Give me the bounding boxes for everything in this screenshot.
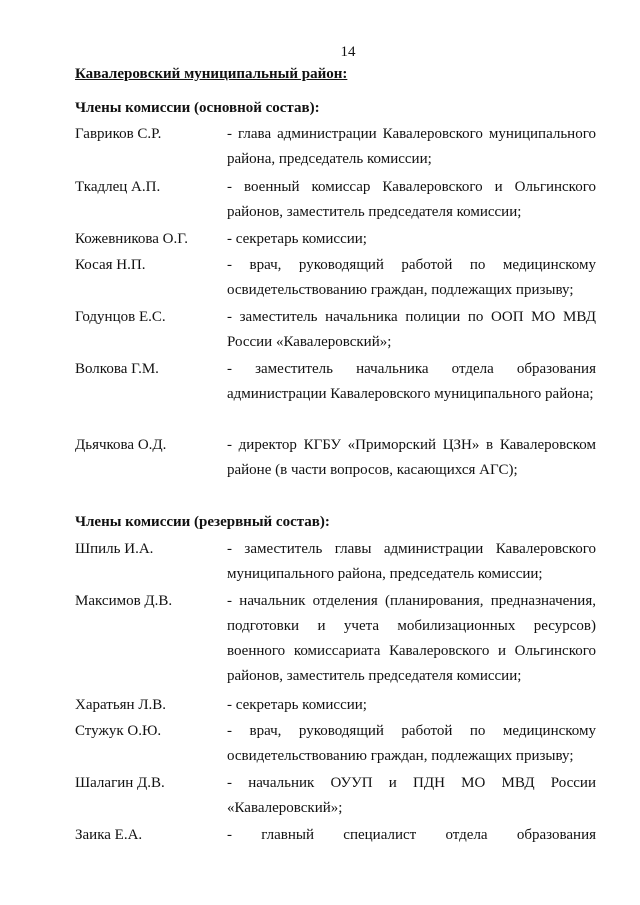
member-name: Ткадлец А.П. <box>75 179 161 195</box>
member-role: - военный комиссар Кавалеровского и Ольгинского районов, заместитель председателя комиссии; <box>227 179 596 220</box>
member-name: Заика Е.А. <box>75 827 143 843</box>
member-role: - начальник ОУУП и ПДН МО МВД России «Кавалеровский»; <box>227 775 596 816</box>
member-role: - заместитель начальника полиции по ООП МО МВД России «Кавалеровский»; <box>227 309 596 350</box>
member-role: - секретарь комиссии; <box>227 231 367 247</box>
member-name: Стужук О.Ю. <box>75 723 162 739</box>
member-role: - начальник отделения (планирования, предназначения, подготовки и учета мобилизационных ресурсов) военного комиссариата Кавалеровского и Ольгинского районов, заместитель председателя комиссии; <box>227 593 596 684</box>
member-role: - директор КГБУ «Приморский ЦЗН» в Кавалеровском районе (в части вопросов, касающихся АГС); <box>227 437 596 478</box>
member-role: - глава администрации Кавалеровского муниципального района, председатель комиссии; <box>227 126 596 167</box>
main-section-heading: Члены комиссии (основной состав): <box>75 100 320 116</box>
member-role: - секретарь комиссии; <box>227 697 367 713</box>
district-heading: Кавалеровский муниципальный район: <box>75 66 348 82</box>
member-name: Годунцов Е.С. <box>75 309 166 325</box>
member-name: Дьячкова О.Д. <box>75 437 167 453</box>
member-name: Харатьян Л.В. <box>75 697 167 713</box>
member-name: Шпиль И.А. <box>75 541 154 557</box>
member-role: - заместитель главы администрации Кавалеровского муниципального района, председатель комиссии; <box>227 541 596 582</box>
member-name: Шалагин Д.В. <box>75 775 165 791</box>
member-role: - главный специалист отдела образования <box>227 827 596 843</box>
member-role: - врач, руководящий работой по медицинскому освидетельствованию граждан, подлежащих призыву; <box>227 723 596 764</box>
page-number: 14 <box>340 44 356 60</box>
member-name: Косая Н.П. <box>75 257 146 273</box>
reserve-section-heading: Члены комиссии (резервный состав): <box>75 514 330 530</box>
member-role: - врач, руководящий работой по медицинскому освидетельствованию граждан, подлежащих призыву; <box>227 257 596 298</box>
member-role: - заместитель начальника отдела образования администрации Кавалеровского муниципального района; <box>227 361 596 402</box>
member-name: Гавриков С.Р. <box>75 126 162 142</box>
member-name: Кожевникова О.Г. <box>75 231 188 247</box>
member-name: Волкова Г.М. <box>75 361 159 377</box>
member-name: Максимов Д.В. <box>75 593 173 609</box>
